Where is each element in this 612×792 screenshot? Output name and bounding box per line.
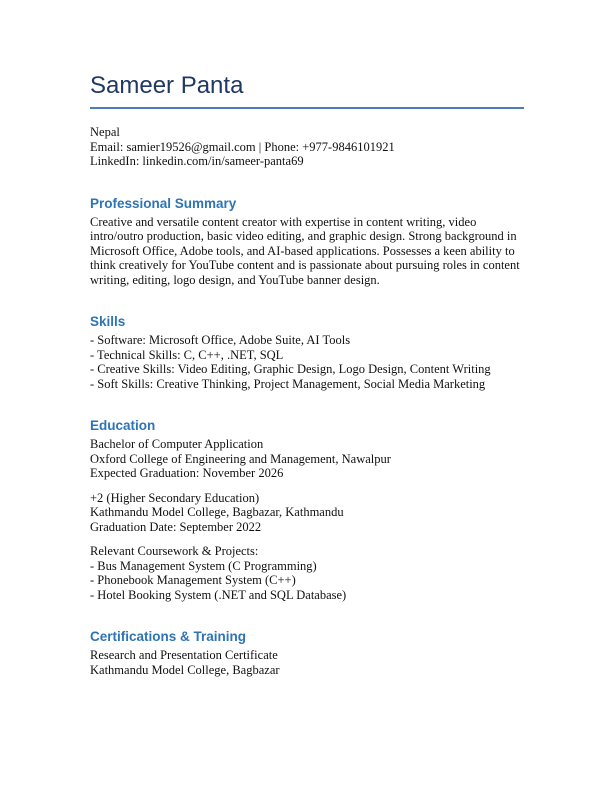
coursework-label: Relevant Coursework & Projects:	[90, 544, 259, 558]
contact-block	[90, 125, 524, 169]
professional-summary-text: Creative and versatile content creator with expertise in content writing, video intro/outro production, basic video editing, and graphic design. Strong background in Microsoft Office, Adobe tools, and AI-based applications. Possesses a keen ability to think creatively for YouTube content and is passionate about pursuing roles in content writing, editing, logo design, and YouTube banner design.	[90, 214, 520, 287]
section-heading-professional-summary: Professional Summary	[90, 195, 237, 211]
skills-list	[90, 333, 524, 391]
degree-graduation-date: Graduation Date: September 2022	[90, 519, 262, 534]
coursework-item-hotel: - Hotel Booking System (.NET and SQL Database)	[90, 587, 347, 602]
degree-title: Bachelor of Computer Application	[90, 437, 264, 451]
skill-item-software: - Software: Microsoft Office, Adobe Suite, AI Tools	[90, 333, 351, 347]
coursework-item-bus: - Bus Management System (C Programming)	[90, 558, 317, 573]
coursework-block	[90, 544, 524, 602]
education-degree-higher-secondary	[90, 491, 524, 535]
degree-title: +2 (Higher Secondary Education)	[90, 490, 260, 505]
certification-institution: Kathmandu Model College, Bagbazar	[90, 662, 280, 677]
skill-item-soft: - Soft Skills: Creative Thinking, Project Management, Social Media Marketing	[90, 376, 486, 391]
contact-location: Nepal	[90, 125, 120, 139]
section-heading-education: Education	[90, 418, 156, 433]
coursework-item-phonebook: - Phonebook Management System (C++)	[90, 573, 296, 587]
skill-item-technical: - Technical Skills: C, C++, .NET, SQL	[90, 347, 284, 362]
degree-institution: Kathmandu Model College, Bagbazar, Kathmandu	[90, 505, 344, 519]
contact-linkedin: LinkedIn: linkedin.com/in/sameer-panta69	[90, 154, 304, 168]
section-heading-skills: Skills	[90, 314, 126, 329]
skill-item-creative: - Creative Skills: Video Editing, Graphic Design, Logo Design, Content Writing	[90, 362, 491, 376]
contact-email-phone: Email: samier19526@gmail.com | Phone: +977-9846101921	[90, 139, 395, 154]
certification-title: Research and Presentation Certificate	[90, 648, 278, 662]
degree-institution: Oxford College of Engineering and Management, Nawalpur	[90, 451, 391, 466]
education-degree-bachelor	[90, 437, 524, 481]
resume-title: Sameer Panta	[90, 72, 524, 109]
certification-block	[90, 648, 524, 677]
section-heading-certifications: Certifications & Training	[90, 629, 247, 644]
degree-graduation-date: Expected Graduation: November 2026	[90, 466, 284, 480]
